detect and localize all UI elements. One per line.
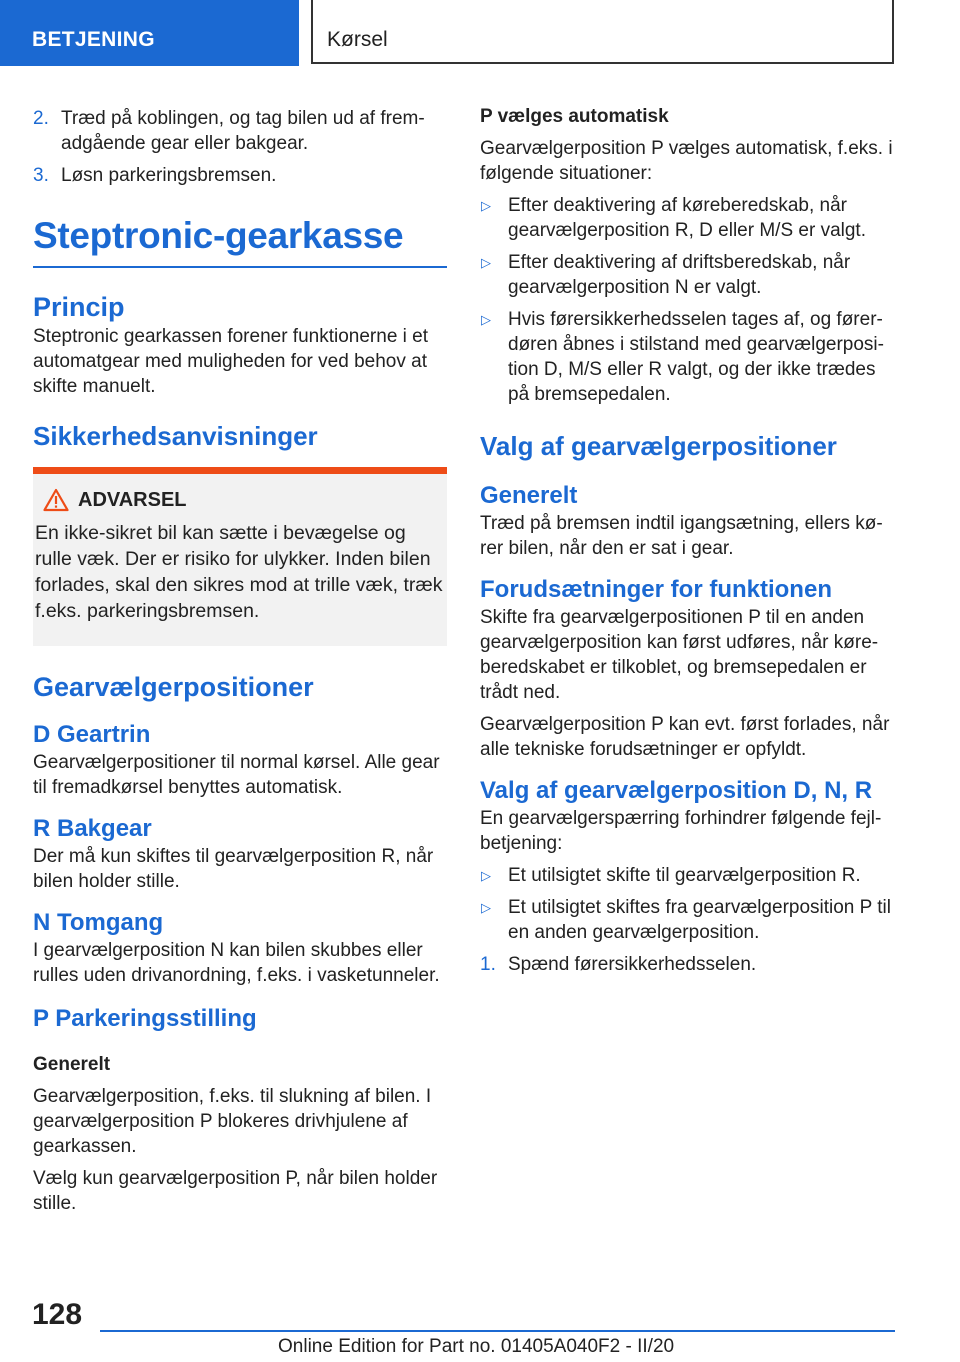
- dnr-heading: Valg af gearvælgerposition D, N, R: [480, 777, 873, 804]
- chapter-header: [311, 0, 894, 64]
- step-text: Træd på koblingen, og tag bilen ud af fremadgående gear eller bakgear.: [61, 108, 425, 154]
- list-item-text: Efter deaktivering af køreberedskab, når gearvælgerposition R, D eller M/S er valgt.: [508, 195, 866, 241]
- list-item-text: Et utilsigtet skiftes fra gearvælgerposition P til en anden gearvælgerposition.: [508, 897, 891, 943]
- list-item: [480, 863, 896, 888]
- prereq-text-1: Skifte fra gearvælgerpositionen P til en anden gearvælgerposition kan først udføres, når køreberedskabet er tilkoblet, og bremsepedalen er trådt ned.: [480, 607, 879, 703]
- warning-title-row: [35, 488, 443, 514]
- list-item-text: Hvis førersikkerhedsselen tages af, og førerdøren åbnes i stilstand med gearvælgerposition D, M/S eller R valgt, og der ikke trædes på bremsepedalen.: [508, 309, 884, 405]
- right-column: [480, 100, 896, 984]
- list-item: [480, 193, 896, 243]
- page-number: 128: [32, 1298, 83, 1331]
- p-heading: P Parkeringsstilling: [33, 1005, 257, 1032]
- p-text-1: Gearvælgerposition, f.eks. til slukning af bilen. I gearvælgerposition P blokeres drivhjulene af gearkassen.: [33, 1086, 432, 1157]
- n-heading: N Tomgang: [33, 909, 164, 936]
- page-title: Steptronic-gearkasse: [33, 215, 404, 256]
- general-heading: Generelt: [480, 482, 578, 509]
- positions-heading: Gearvælgerpositioner: [33, 672, 314, 702]
- title-rule: [33, 266, 447, 268]
- step-text: Spænd førersikkerhedsselen.: [508, 954, 757, 975]
- auto-heading: P vælges automatisk: [480, 106, 669, 127]
- warning-text: En ikke-sikret bil kan sætte i bevægelse og rulle væk. Der er risiko for ulykker. Inden bilen forlades, skal den sikres mod at trille væk, træk f.eks. parkeringsbremsen.: [35, 522, 443, 622]
- triangle-right-icon: ▷: [481, 198, 491, 213]
- auto-text: Gearvælgerposition P vælges automatisk, f.eks. i følgende situationer:: [480, 138, 893, 184]
- r-heading: R Bakgear: [33, 815, 152, 842]
- prereq-text-2: Gearvælgerposition P kan evt. først forlades, når alle tekniske forudsætninger er opfyldt.: [480, 714, 890, 760]
- left-column: [33, 100, 447, 1223]
- warning-title: ADVARSEL: [78, 489, 187, 511]
- step-number: 1.: [480, 954, 496, 975]
- warning-bar: [33, 467, 447, 474]
- n-text: I gearvælgerposition N kan bilen skubbes eller rulles uden drivanordning, f.eks. i vasketunneler.: [33, 940, 440, 986]
- p-subheading: Generelt: [33, 1054, 111, 1075]
- list-item-text: Et utilsigtet skifte til gearvælgerposition R.: [508, 865, 861, 886]
- d-heading: D Geartrin: [33, 721, 151, 748]
- d-text: Gearvælgerpositioner til normal kørsel. Alle gear til fremadkørsel benyttes automatisk.: [33, 752, 440, 798]
- triangle-right-icon: ▷: [481, 868, 491, 883]
- step-item: [33, 163, 447, 188]
- step-item: [480, 952, 896, 977]
- triangle-right-icon: ▷: [481, 900, 491, 915]
- p-text-2: Vælg kun gearvælgerposition P, når bilen holder stille.: [33, 1168, 438, 1214]
- step-number: 2.: [33, 108, 49, 129]
- list-item-text: Efter deaktivering af driftsberedskab, når gearvælgerposition N er valgt.: [508, 252, 851, 298]
- principle-text: Steptronic gearkassen forener funktionerne i et automatgear med muligheden for ved behov at skifte manuelt.: [33, 326, 429, 397]
- step-text: Løsn parkeringsbremsen.: [61, 165, 277, 186]
- warning-triangle-icon: [43, 488, 69, 517]
- footer-rule: [100, 1330, 895, 1332]
- triangle-right-icon: ▷: [481, 312, 491, 327]
- general-text: Træd på bremsen indtil igangsætning, ellers kører bilen, når den er sat i gear.: [480, 513, 883, 559]
- prereq-heading: Forudsætninger for funktionen: [480, 576, 832, 603]
- section-title: BETJENING: [32, 28, 155, 51]
- chapter-title: Kørsel: [327, 28, 388, 51]
- select-heading: Valg af gearvælgerpositioner: [480, 431, 837, 461]
- list-item: [480, 895, 896, 945]
- warning-box: [33, 467, 447, 646]
- safety-heading: Sikkerhedsanvisninger: [33, 421, 318, 451]
- r-text: Der må kun skiftes til gearvælgerposition R, når bilen holder stille.: [33, 846, 434, 892]
- principle-heading: Princip: [33, 292, 125, 322]
- edition-text: Online Edition for Part no. 01405A040F2 - II/20: [278, 1336, 675, 1357]
- section-tab: [0, 0, 299, 66]
- list-item: [480, 307, 896, 407]
- list-item: [480, 250, 896, 300]
- step-item: [33, 106, 447, 156]
- step-number: 3.: [33, 165, 49, 186]
- dnr-text: En gearvælgerspærring forhindrer følgende fejlbetjening:: [480, 808, 882, 854]
- triangle-right-icon: ▷: [481, 255, 491, 270]
